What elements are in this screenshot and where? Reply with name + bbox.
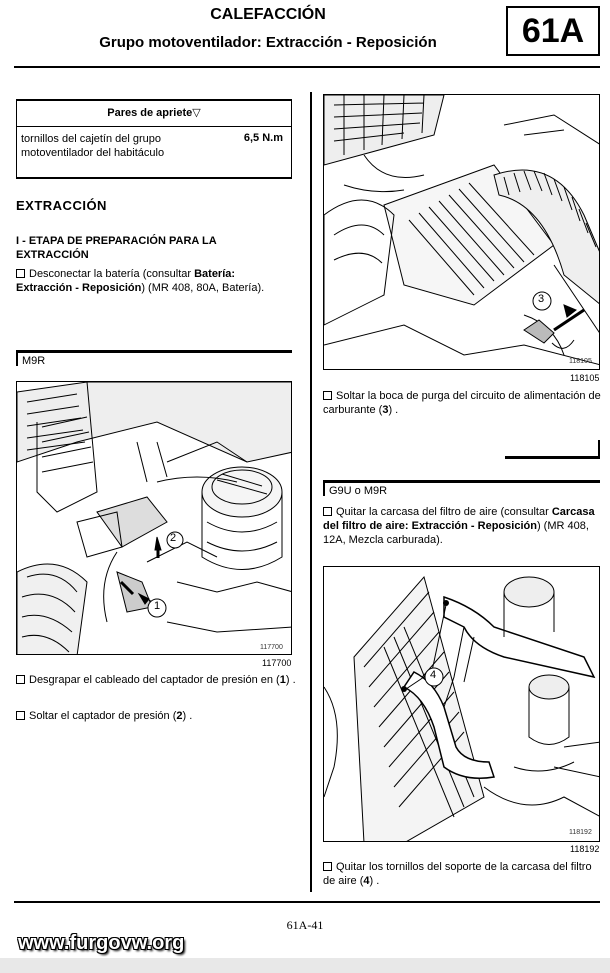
figure-ref-118105: 118105 bbox=[570, 373, 600, 383]
step-text: Soltar la boca de purga del circuito de alimentación de carburante ( bbox=[323, 390, 601, 416]
callout-3: 3 bbox=[538, 293, 545, 305]
step-reference: 3 bbox=[382, 404, 389, 416]
figure-ref-117700: 117700 bbox=[262, 658, 292, 668]
step-text: Soltar el captador de presión ( bbox=[29, 710, 177, 722]
step-text: Desgrapar el cableado del captador de presión en ( bbox=[29, 674, 280, 686]
step-text: ) (MR 408, 80A, Batería). bbox=[141, 282, 265, 294]
variant-label-m9r: M9R bbox=[16, 350, 292, 366]
callout-1: 1 bbox=[154, 600, 161, 612]
checkbox-icon bbox=[323, 862, 332, 871]
footer-rule bbox=[14, 901, 600, 903]
step-text: Quitar los tornillos del soporte de la carcasa del filtro de aire ( bbox=[323, 861, 592, 887]
callout-4: 4 bbox=[430, 669, 437, 681]
step-remove-airbox bbox=[323, 505, 605, 547]
step-disconnect-battery bbox=[16, 267, 294, 295]
step-text: Desconectar la batería (consultar bbox=[29, 268, 195, 280]
figure-fuel-purge bbox=[323, 94, 600, 370]
step-reference: Carcasa del filtro de aire: Extracción - Reposición bbox=[323, 506, 595, 532]
page-number: 61A-41 bbox=[286, 918, 324, 932]
checkbox-icon bbox=[16, 269, 25, 278]
checkbox-icon bbox=[16, 675, 25, 684]
step-reference: 2 bbox=[176, 710, 183, 722]
step-unclip-wiring bbox=[16, 673, 296, 687]
watermark: www.furgovw.org bbox=[18, 932, 185, 954]
header-rule bbox=[14, 66, 600, 68]
end-marker-bar bbox=[505, 456, 600, 459]
torque-row-description: tornillos del cajetín del grupo motoventilador del habitáculo bbox=[21, 133, 165, 159]
step-release-sensor bbox=[16, 709, 296, 723]
torque-triangle-icon: ▽ bbox=[192, 107, 201, 119]
figure-ref-inner: 117700 bbox=[260, 644, 283, 651]
bottom-edge bbox=[0, 958, 610, 973]
step-text: ) . bbox=[369, 875, 380, 887]
variant-label-g9u-m9r: G9U o M9R bbox=[323, 480, 600, 496]
torque-table-heading bbox=[17, 101, 291, 127]
figure-ref-inner: 118192 bbox=[569, 829, 592, 836]
callout-2: 2 bbox=[170, 532, 177, 544]
step-reference: 4 bbox=[363, 875, 370, 887]
torque-row-value: 6,5 N.m bbox=[243, 132, 283, 144]
section-title-extraccion: EXTRACCIÓN bbox=[16, 198, 107, 213]
page-title: CALEFACCIÓN bbox=[210, 6, 326, 23]
step-text: ) . bbox=[388, 404, 399, 416]
page-subtitle: Grupo motoventilador: Extracción - Reposición bbox=[99, 34, 437, 51]
figure-ref-inner: 118105 bbox=[569, 358, 592, 365]
stage-title: I - ETAPA DE PREPARACIÓN PARA LA EXTRACCIÓN bbox=[16, 235, 217, 261]
engine-drawing-3 bbox=[324, 567, 600, 842]
engine-drawing-1 bbox=[17, 382, 292, 655]
torque-table bbox=[16, 99, 292, 179]
column-divider bbox=[310, 92, 312, 892]
section-code-box: 61A bbox=[506, 6, 600, 56]
checkbox-icon bbox=[323, 391, 332, 400]
step-text: Quitar la carcasa del filtro de aire (consultar bbox=[336, 506, 552, 518]
step-text: ) . bbox=[182, 710, 193, 722]
step-reference: 1 bbox=[279, 674, 286, 686]
step-remove-bracket-screws bbox=[323, 860, 605, 888]
torque-heading-text: Pares de apriete bbox=[107, 107, 193, 119]
checkbox-icon bbox=[16, 711, 25, 720]
figure-pressure-sensor bbox=[16, 381, 292, 655]
checkbox-icon bbox=[323, 507, 332, 516]
step-reference: Batería: Extracción - Reposición bbox=[16, 268, 236, 294]
figure-airbox-bracket bbox=[323, 566, 600, 842]
figure-ref-118192: 118192 bbox=[570, 844, 600, 854]
engine-drawing-2 bbox=[324, 95, 600, 370]
step-release-purge bbox=[323, 389, 605, 417]
step-text: ) . bbox=[285, 674, 296, 686]
step-text: ) (MR 408, 12A, Mezcla carburada). bbox=[323, 520, 589, 546]
